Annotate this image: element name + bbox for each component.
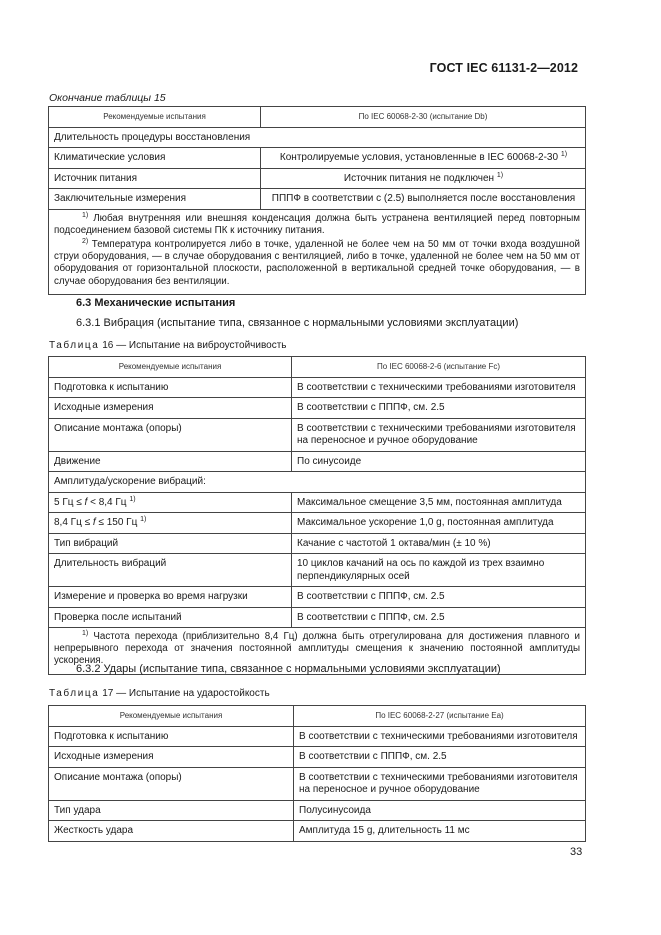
row-value: Максимальное ускорение 1,0 g, постоянная амплитуда xyxy=(292,513,586,534)
row-label: Подготовка к испытанию xyxy=(49,726,294,747)
row-value: Контролируемые условия, установленные в IEC 60068-2-30 $^{1)}$ xyxy=(261,148,586,169)
row-label: Источник питания xyxy=(49,168,261,189)
footnote-ref: 1) xyxy=(560,151,568,158)
table-row xyxy=(49,726,586,747)
column-header: По IEC 60068-2-30 (испытание Db) xyxy=(261,107,586,128)
column-header: По IEC 60068-2-6 (испытание Fc) xyxy=(292,357,586,378)
table-header-row xyxy=(49,706,586,727)
row-label: Исходные измерения xyxy=(49,747,294,768)
row-label: Подготовка к испытанию xyxy=(49,377,292,398)
table-row xyxy=(49,533,586,554)
footnote: $^{2)}$ Температура контролируется либо в точке, удаленной не более чем на 50 мм от точки входа воздушной струи оборудования, — в случае оборудования с вентиляцией, либо в точке, удаленной не более чем на 50 мм от оборудования от горизонтальной плоскости, расположенной в вертикальной средней точке оборудования, — в случае оборудования без вентиляции. xyxy=(54,237,580,287)
table-15 xyxy=(48,106,586,295)
table-row xyxy=(49,451,586,472)
table-row xyxy=(49,587,586,608)
column-header: По IEC 60068-2-27 (испытание Ea) xyxy=(294,706,586,727)
row-label: Проверка после испытаний xyxy=(49,607,292,628)
table-row xyxy=(49,148,586,169)
footnote: $^{1)}$ Частота перехода (приблизительно 8,4 Гц) должна быть отрегулирована для достижения плавного и непрерывного перехода от значения постоянной амплитуды смещения к значению постоянной амплитуды ускорения. xyxy=(54,630,580,667)
table-row xyxy=(49,377,586,398)
footnote-ref: 1) xyxy=(140,516,147,523)
table-row xyxy=(49,189,586,210)
table-row xyxy=(49,607,586,628)
table17-caption: Таблица 17 — Испытание на ударостойкость xyxy=(49,688,270,699)
row-value: Источник питания не подключен $^{1)}$ xyxy=(261,168,586,189)
table-row xyxy=(49,168,586,189)
table-16 xyxy=(48,356,586,675)
row-label: Климатические условия xyxy=(49,148,261,169)
table-section-row xyxy=(49,127,586,148)
row-label: Жесткость удара xyxy=(49,821,294,842)
row-label: Исходные измерения xyxy=(49,398,292,419)
section-row-label: Длительность процедуры восстановления xyxy=(49,127,586,148)
table15-caption: Окончание таблицы 15 xyxy=(49,92,166,104)
table-row xyxy=(49,554,586,587)
row-value: Качание с частотой 1 октава/мин (± 10 %) xyxy=(292,533,586,554)
table-section-row xyxy=(49,472,586,493)
section-row-label: Амплитуда/ускорение вибраций: xyxy=(49,472,586,493)
row-label: Тип вибраций xyxy=(49,533,292,554)
row-value: В соответствии с ПППФ, см. 2.5 xyxy=(292,587,586,608)
table-notes-row xyxy=(49,209,586,294)
footnote-ref: 1) xyxy=(129,495,136,503)
section-heading: 6.3 Механические испытания xyxy=(76,297,236,309)
table-header-row xyxy=(49,107,586,128)
table-17 xyxy=(48,705,586,842)
table-row xyxy=(49,513,586,534)
row-value: По синусоиде xyxy=(292,451,586,472)
row-label: 8,4 Гц ≤ f ≤ 150 Гц $^{1)}$ xyxy=(49,513,292,534)
row-label: Заключительные измерения xyxy=(49,189,261,210)
subsection-heading: 6.3.1 Вибрация (испытание типа, связанное с нормальными условиями эксплуатации) xyxy=(76,317,519,329)
table-row xyxy=(49,767,586,800)
row-value: В соответствии с техническими требованиями изготовителя xyxy=(292,377,586,398)
table-header-row xyxy=(49,357,586,378)
row-value: В соответствии с техническими требованиями изготовителя на переносное и ручное оборудование xyxy=(294,767,586,800)
row-value: В соответствии с ПППФ, см. 2.5 xyxy=(292,398,586,419)
footnote: $^{1)}$ Любая внутренняя или внешняя конденсация должна быть устранена вентиляцией перед повторным подсоединением базовой системы ПК к источнику питания. xyxy=(54,211,580,236)
table-notes xyxy=(49,209,586,294)
subsection-heading: 6.3.2 Удары (испытание типа, связанное с нормальными условиями эксплуатации) xyxy=(76,663,501,675)
row-value: ПППФ в соответствии с (2.5) выполняется после восстановления xyxy=(261,189,586,210)
row-value: В соответствии с ПППФ, см. 2.5 xyxy=(292,607,586,628)
table16-caption: Таблица 16 — Испытание на виброустойчивость xyxy=(49,340,287,351)
table-row xyxy=(49,492,586,513)
column-header: Рекомендуемые испытания xyxy=(49,706,294,727)
page-number: 33 xyxy=(570,846,583,858)
table-row xyxy=(49,398,586,419)
footnote-ref: 1) xyxy=(496,171,504,179)
table-row xyxy=(49,747,586,768)
table-row xyxy=(49,418,586,451)
column-header: Рекомендуемые испытания xyxy=(49,107,261,128)
document-code: ГОСТ IEC 61131-2—2012 xyxy=(429,61,578,75)
row-label: Длительность вибраций xyxy=(49,554,292,587)
row-label: Описание монтажа (опоры) xyxy=(49,418,292,451)
row-value: В соответствии с техническими требованиями изготовителя на переносное и ручное оборудование xyxy=(292,418,586,451)
row-label: 5 Гц ≤ f < 8,4 Гц $^{1)}$ xyxy=(49,492,292,513)
row-value: В соответствии с техническими требованиями изготовителя xyxy=(294,726,586,747)
row-value: Амплитуда 15 g, длительность 11 мс xyxy=(294,821,586,842)
row-value: Максимальное смещение 3,5 мм, постоянная амплитуда xyxy=(292,492,586,513)
row-label: Движение xyxy=(49,451,292,472)
row-label: Измерение и проверка во время нагрузки xyxy=(49,587,292,608)
row-label: Тип удара xyxy=(49,800,294,821)
row-value: Полусинусоида xyxy=(294,800,586,821)
row-value: 10 циклов качаний на ось по каждой из трех взаимно перпендикулярных осей xyxy=(292,554,586,587)
table-row xyxy=(49,821,586,842)
table-row xyxy=(49,800,586,821)
row-label: Описание монтажа (опоры) xyxy=(49,767,294,800)
column-header: Рекомендуемые испытания xyxy=(49,357,292,378)
row-value: В соответствии с ПППФ, см. 2.5 xyxy=(294,747,586,768)
